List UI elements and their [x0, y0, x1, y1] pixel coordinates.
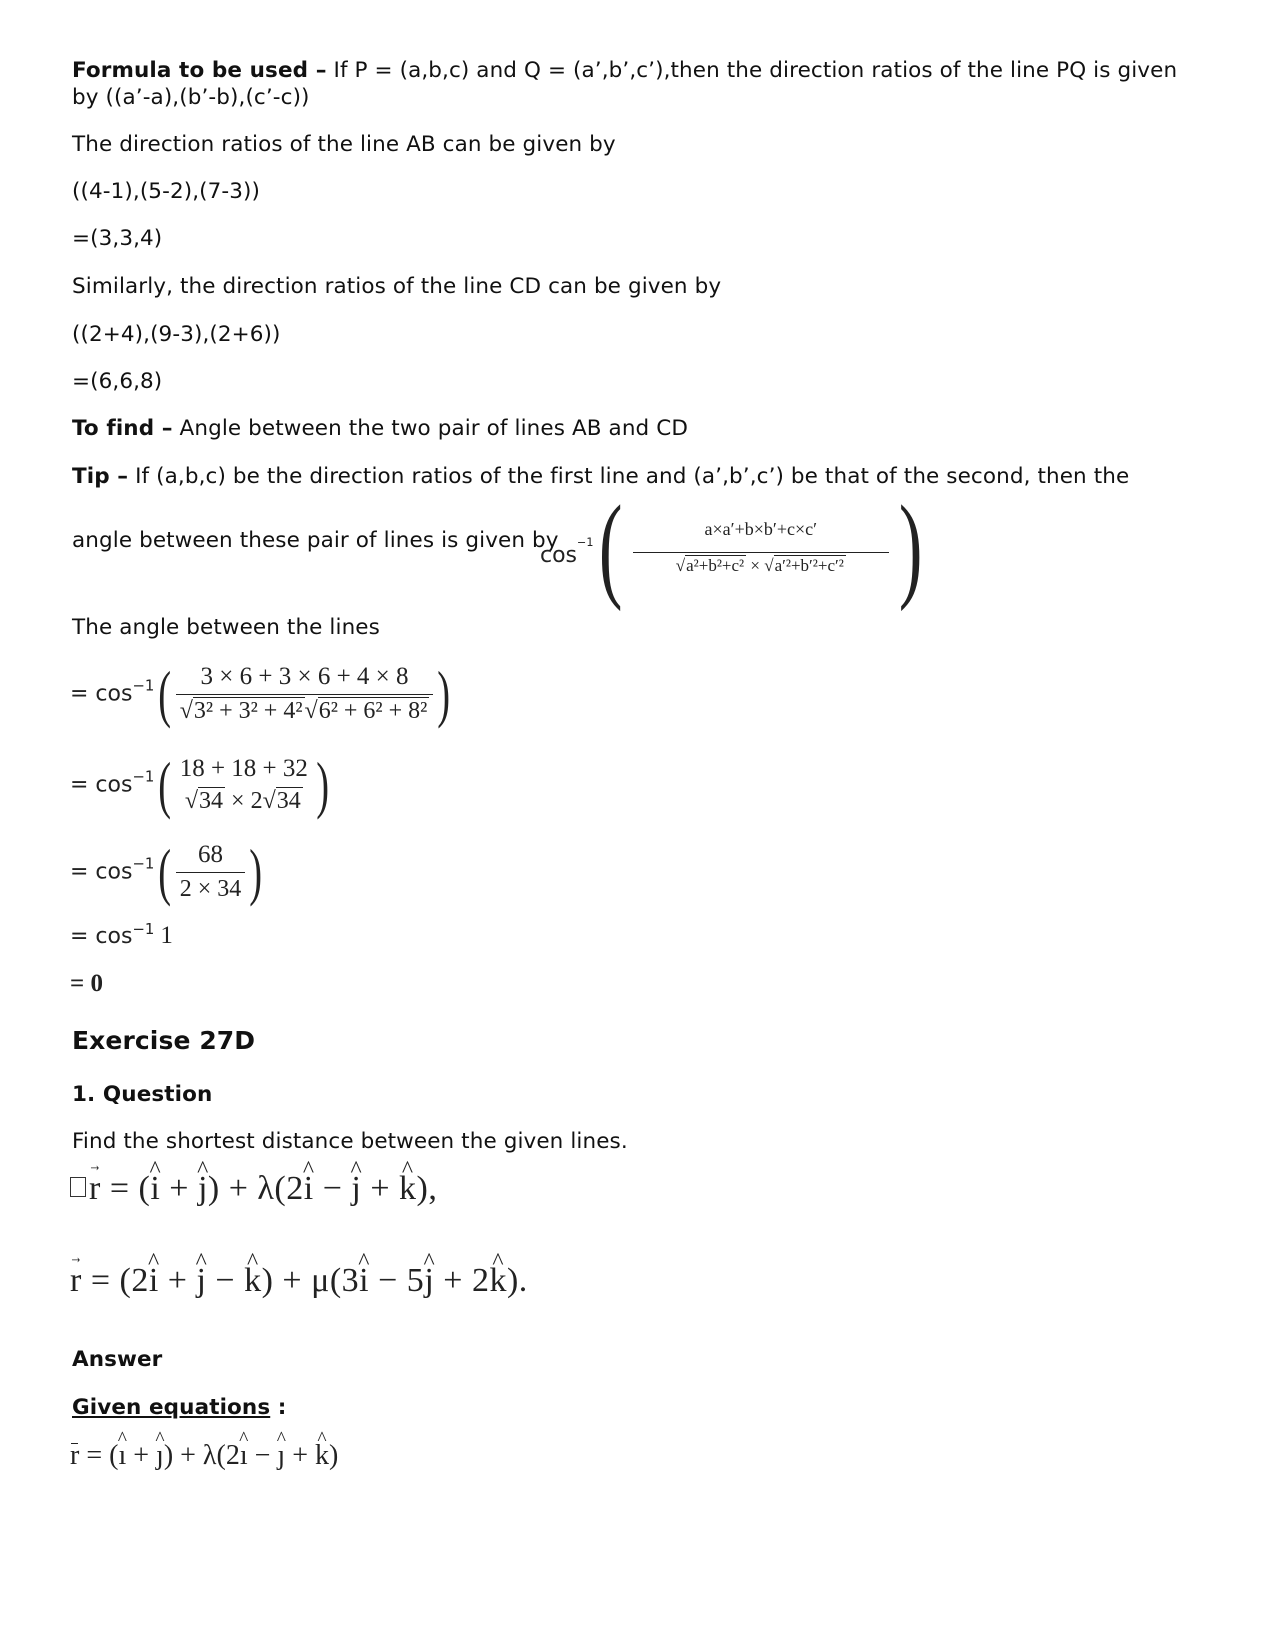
tip-label: Tip – [72, 464, 129, 489]
tip-text-1: If (a,b,c) be the direction ratios of the first line and (a’,b’,c’) be that of the second, then the [128, 464, 1130, 489]
tip-formula-inverse: −1 [577, 536, 594, 550]
to-find-label: To find – [72, 416, 173, 441]
step-3-fraction [176, 841, 246, 903]
cd-intro: Similarly, the direction ratios of the line CD can be given by [72, 274, 722, 299]
tip-formula-den-right: a′²+b′²+c′² [774, 555, 844, 575]
cd-result: =(6,6,8) [72, 369, 163, 394]
tip-formula: $\cos^{-1}$( $\frac{a\times a'+b\times b'+c\times c'}{\text{√a²+b²+c² × √a′²+b′²+c′²}}$ ) [540, 481, 923, 612]
question-line-1: r → = (i ^ + j ^) + λ(2i ^ − j ^ + k ^), [70, 1170, 437, 1208]
angle-step-1: = $\cos^{-1}$( $\frac{3 \times 6 + 3 \times 6 + 4 \times 8}{\text{√3² + 3² + 4²√6² + 6² + 8²}}$ ) [70, 658, 451, 729]
formula-text-1: If P = (a,b,c) and Q = (a’,b’,c’),then the direction ratios of the line PQ is given [326, 58, 1178, 83]
tip-formula-cos: cos [540, 542, 578, 568]
question-label: 1. Question [72, 1082, 213, 1107]
to-find-text: Angle between the two pair of lines AB and CD [172, 416, 689, 441]
question-text: Find the shortest distance between the given lines. [72, 1129, 628, 1154]
formula-paragraph [72, 56, 1177, 86]
angle-intro: The angle between the lines [72, 615, 380, 640]
step-1-prefix: = cos [70, 681, 133, 707]
step-1-denominator: √3² + 3² + 4²√6² + 6² + 8² [176, 694, 434, 725]
angle-step-5: = 0 [70, 970, 103, 997]
step-3-numerator: 68 [197, 841, 223, 868]
given-equations-line: Given equations : [72, 1395, 287, 1420]
cd-expression: ((2+4),(9-3),(2+6)) [72, 322, 281, 347]
answer-label: Answer [72, 1347, 163, 1372]
formula-paragraph-line-2 [72, 83, 310, 113]
step-1-fraction [176, 663, 434, 725]
formula-label: Formula to be used – [72, 58, 327, 83]
to-find-paragraph [72, 414, 688, 444]
angle-step-2: = $\cos^{-1}$( 18 + 18 + 32 √34 × 2√34 ) [70, 749, 329, 820]
angle-step-3: = $\cos^{-1}$( $\frac{68}{2 \times 34}$ ) [70, 836, 263, 907]
tip-paragraph-line-2 [72, 526, 559, 556]
angle-step-4: = $\cos^{-1} 1$ [70, 920, 173, 949]
tip-formula-den-left: a²+b²+c² [686, 555, 745, 575]
formula-text-2: by ((a’-a),(b’-b),(c’-c)) [72, 85, 310, 110]
given-equations-label: Given equations [72, 1395, 271, 1420]
tip-text-2: angle between these pair of lines is given by [72, 528, 559, 553]
ab-expression: ((4-1),(5-2),(7-3)) [72, 179, 261, 204]
step-2-numerator: 18 + 18 + 32 [179, 755, 308, 782]
step-4-argument: 1 [160, 922, 173, 949]
ab-intro: The direction ratios of the line AB can be given by [72, 132, 616, 157]
exercise-heading: Exercise 27D [72, 1026, 256, 1055]
missing-glyph-icon [70, 1177, 86, 1197]
step-3-denominator: 2 × 34 [176, 872, 246, 903]
question-line-2: r → = (2i ^ + j ^ − k ^) + μ(3i ^ − 5j ^ + 2k ^). [70, 1262, 528, 1300]
tip-formula-denominator: √a²+b²+c² × √a′²+b′²+c′² [633, 552, 889, 576]
tip-formula-fraction [633, 519, 889, 576]
ab-result: =(3,3,4) [72, 226, 163, 251]
given-equation: r = (ı ^ + ȷ ^) + λ(2ı ^ − ȷ ^ + k ^) [70, 1440, 338, 1472]
step-1-numerator: 3 × 6 + 3 × 6 + 4 × 8 [200, 663, 409, 690]
step-2-denominator: √34 × 2√34 [184, 788, 301, 814]
tip-formula-numerator: a×a′+b×b′+c×c′ [704, 518, 818, 539]
step-2-fraction [176, 755, 312, 815]
